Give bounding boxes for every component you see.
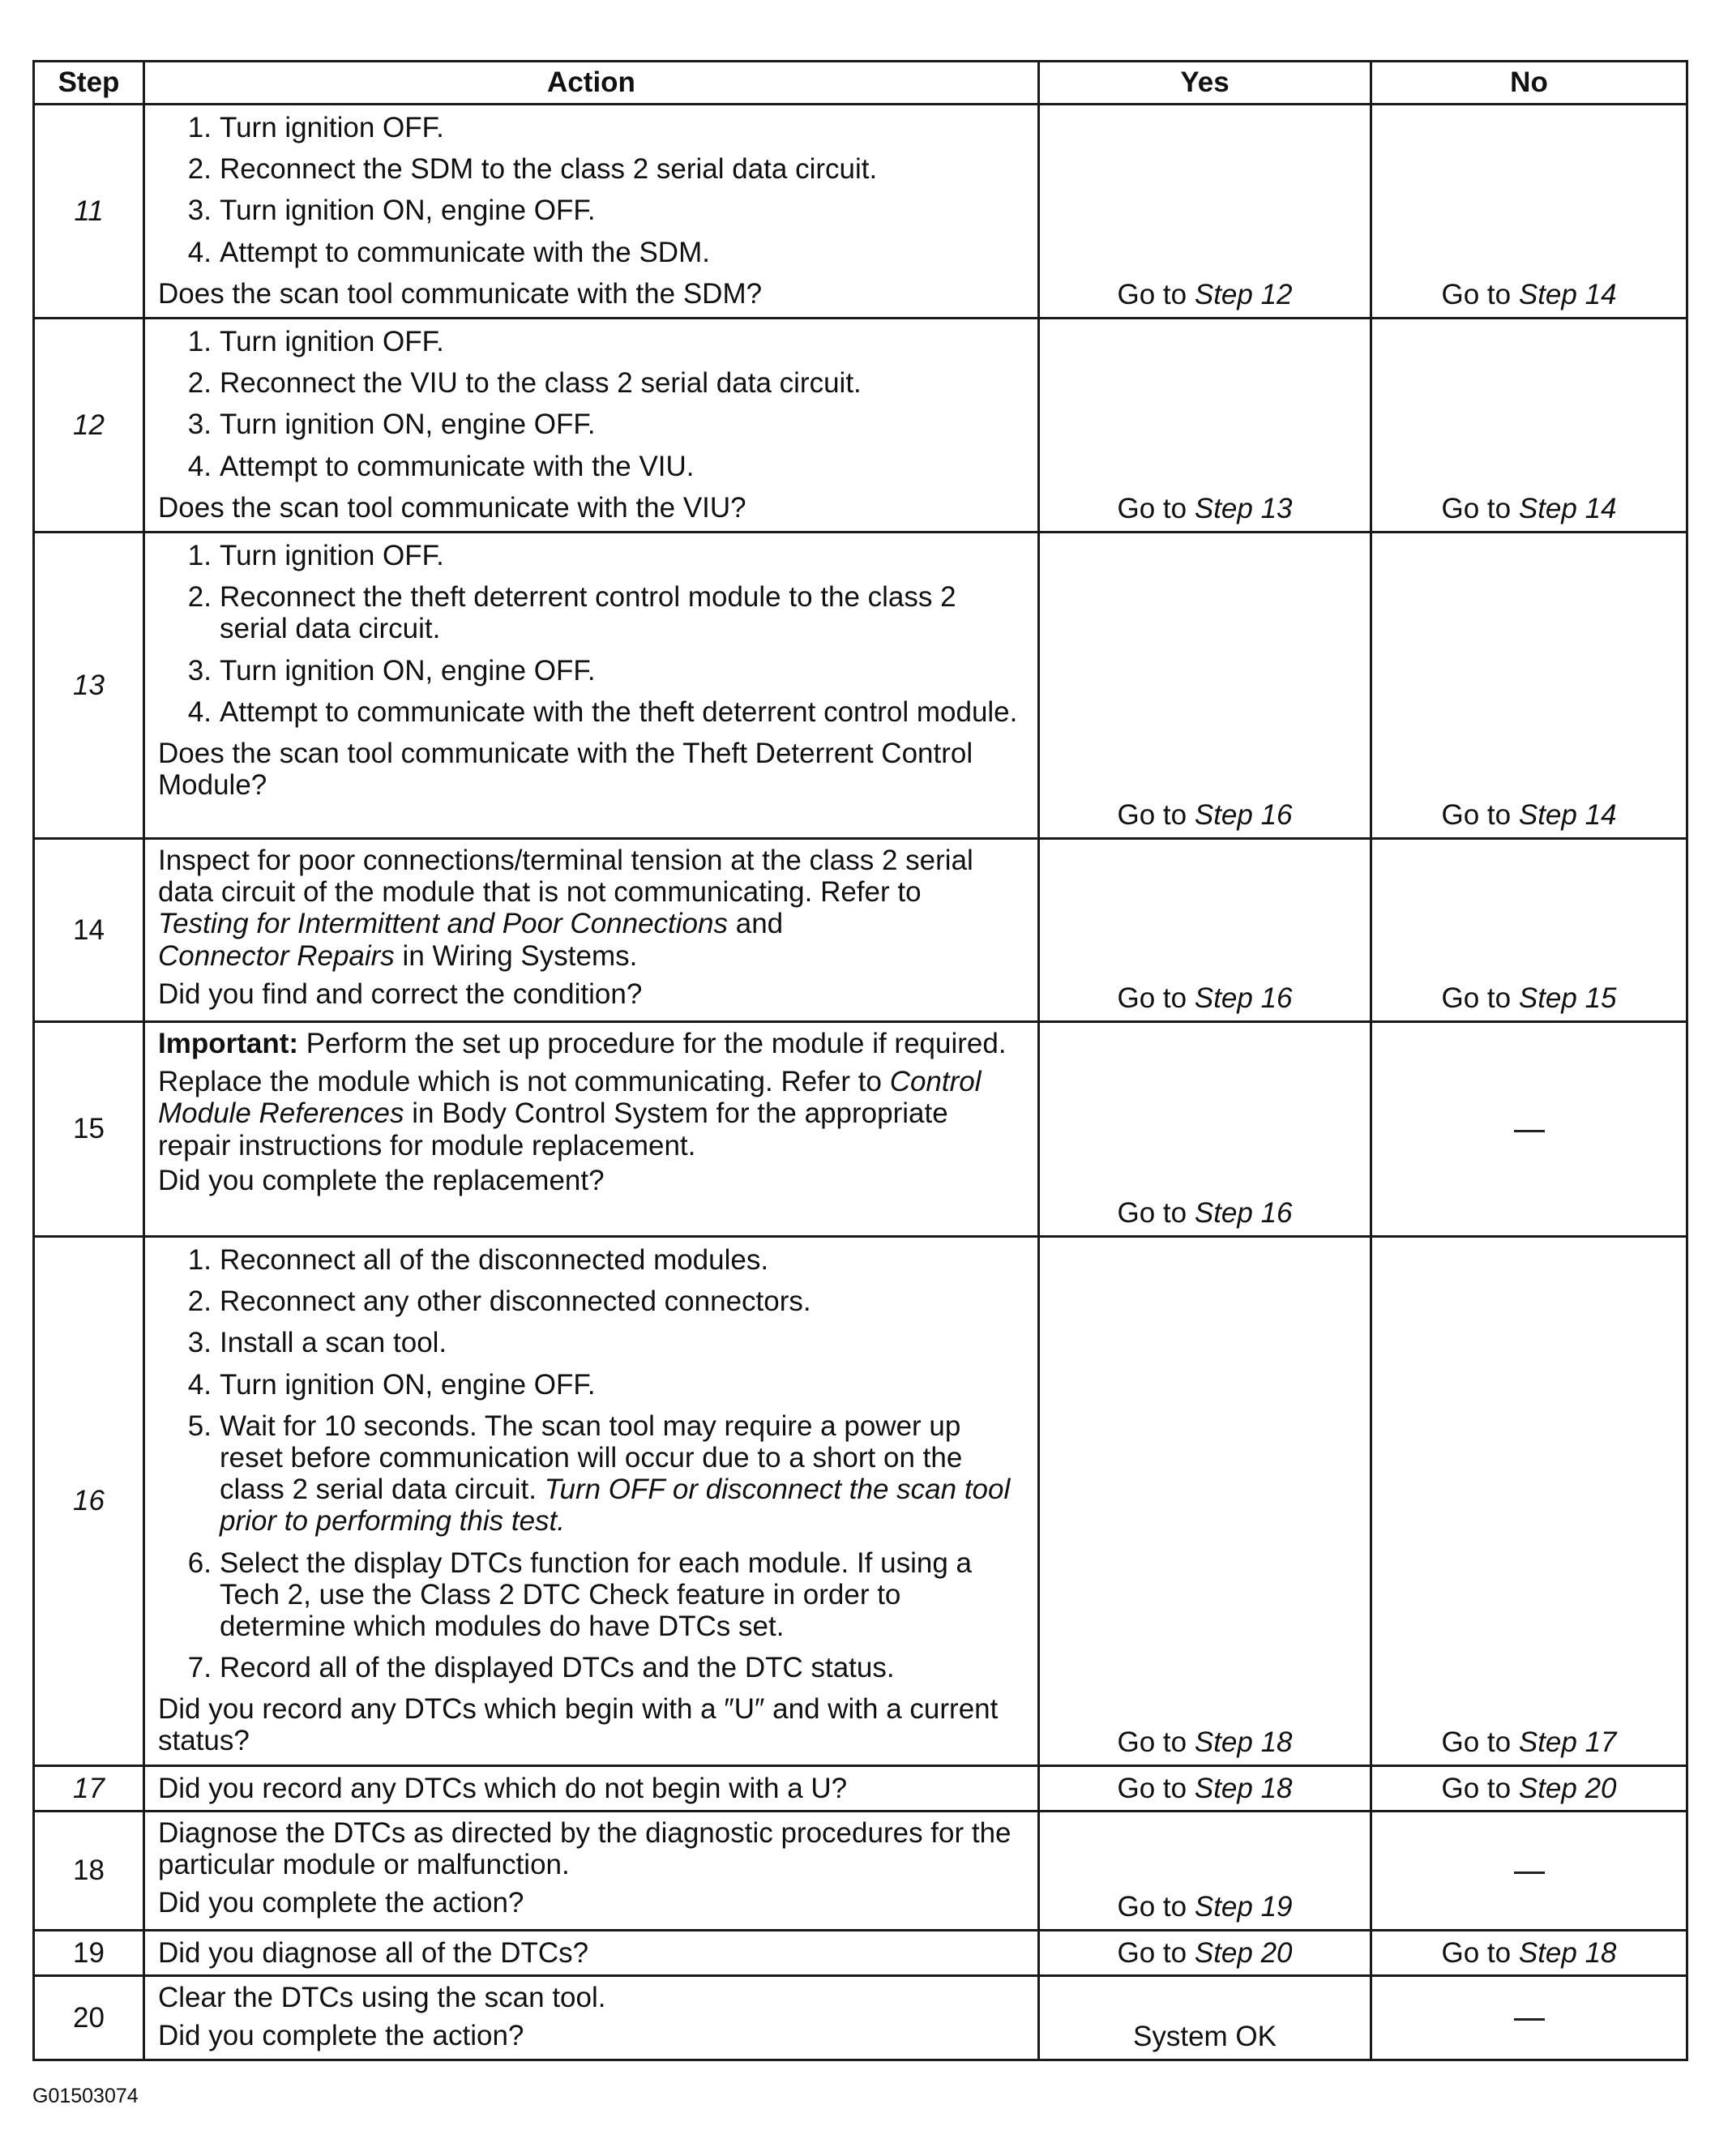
dash-mark	[1514, 2018, 1545, 2021]
step-number: 11	[34, 105, 144, 319]
yes-target: Step 16	[1194, 1196, 1293, 1229]
no-cell: Go to Step 15	[1371, 839, 1687, 1022]
yes-target: Step 18	[1194, 1726, 1293, 1758]
question-text: Did you complete the replacement?	[158, 1164, 605, 1196]
question-text: Did you find and correct the condition?	[158, 977, 643, 1010]
action-cell	[144, 105, 1039, 319]
table-row	[34, 1931, 1687, 1976]
action-cell	[144, 319, 1039, 533]
reference-link: Control Module References	[158, 1066, 982, 1130]
yes-cell: Go to Step 18	[1039, 1237, 1371, 1766]
list-item: 4. Attempt to communicate with the SDM.	[187, 236, 710, 268]
question-text: Did you complete the action?	[158, 1887, 524, 1919]
table-row	[34, 105, 1687, 319]
action-cell	[144, 839, 1039, 1022]
question-text: Did you diagnose all of the DTCs?	[158, 1936, 589, 1969]
list-item: 4. Turn ignition ON, engine OFF.	[187, 1368, 596, 1401]
no-target: Step 15	[1518, 982, 1617, 1014]
yes-target: Step 16	[1194, 982, 1293, 1014]
col-header-no: No	[1371, 62, 1687, 105]
table-row	[34, 1237, 1687, 1766]
list-item: 1. Turn ignition OFF.	[187, 540, 444, 571]
instruction-text: Replace the module which is not communicating. Refer to Control Module References in Body Control System for the appropriate repair instructions for module replacement.	[158, 1066, 982, 1161]
yes-cell: Go to Step 13	[1039, 319, 1371, 533]
list-item: 3. Turn ignition ON, engine OFF.	[187, 195, 596, 227]
no-target: Step 18	[1518, 1936, 1617, 1969]
no-cell: Go to Step 14	[1371, 105, 1687, 319]
question-text: Does the scan tool communicate with the SDM?	[158, 277, 763, 310]
table-row	[34, 1812, 1687, 1931]
no-target: Step 14	[1518, 278, 1617, 310]
action-cell	[144, 1812, 1039, 1931]
yes-cell: Go to Step 16	[1039, 1022, 1371, 1237]
list-item: 3. Turn ignition ON, engine OFF.	[187, 409, 596, 441]
no-cell: Go to Step 18	[1371, 1931, 1687, 1976]
list-item: 5. Wait for 10 seconds. The scan tool may require a power up reset before communication will occur due to a short on the class 2 serial data circuit. Turn OFF or disconnect the scan tool prior to performing this test.	[187, 1410, 1011, 1538]
step-number: 13	[34, 533, 144, 839]
list-item: 4. Attempt to communicate with the theft deterrent control module.	[187, 695, 1018, 728]
question-text: Did you record any DTCs which do not begin with a U?	[158, 1772, 848, 1804]
list-item: 1. Turn ignition OFF.	[187, 326, 444, 357]
step-number: 15	[34, 1022, 144, 1237]
no-target: Step 20	[1518, 1772, 1617, 1804]
no-cell: Go to Step 17	[1371, 1237, 1687, 1766]
step-number: 19	[34, 1931, 144, 1976]
instruction-text: Inspect for poor connections/terminal tension at the class 2 serial data circuit of the module that is not communicating. Refer to Testing for Intermittent and Poor Connections and Connector Repairs in Wiring Systems.	[158, 845, 973, 972]
no-target: Step 14	[1518, 492, 1617, 524]
list-item: 6. Select the display DTCs function for each module. If using a Tech 2, use the Class 2 DTC Check feature in order to determine which modules do have DTCs set.	[187, 1546, 972, 1642]
list-item: 7. Record all of the displayed DTCs and the DTC status.	[187, 1652, 895, 1684]
action-cell	[144, 1237, 1039, 1766]
table-row	[34, 319, 1687, 533]
reference-link: Connector Repairs	[158, 939, 395, 972]
yes-cell	[1039, 1976, 1371, 2060]
yes-target: Step 19	[1194, 1890, 1293, 1923]
action-cell	[144, 1976, 1039, 2060]
yes-target: Step 20	[1194, 1936, 1293, 1969]
question-text: Does the scan tool communicate with the VIU?	[158, 491, 746, 524]
instruction-text: Diagnose the DTCs as directed by the diagnostic procedures for the particular module or malfunction.	[158, 1817, 1011, 1881]
no-cell: Go to Step 14	[1371, 533, 1687, 839]
no-target: Step 14	[1518, 798, 1617, 831]
list-item: 2. Reconnect the VIU to the class 2 serial data circuit.	[187, 367, 862, 400]
table-row	[34, 1022, 1687, 1237]
step-number: 20	[34, 1976, 144, 2060]
dash-mark	[1514, 1872, 1545, 1874]
header-row	[34, 62, 1687, 105]
table-row	[34, 533, 1687, 839]
yes-cell: Go to Step 18	[1039, 1766, 1371, 1812]
no-cell	[1371, 1976, 1687, 2060]
instruction-text: Clear the DTCs using the scan tool.	[158, 1982, 606, 2013]
step-number: 17	[34, 1766, 144, 1812]
no-target: Step 17	[1518, 1726, 1617, 1758]
yes-target: Step 12	[1194, 278, 1293, 310]
list-item: 2. Reconnect the theft deterrent control module to the class 2 serial data circuit.	[187, 581, 956, 645]
step-number: 12	[34, 319, 144, 533]
action-cell	[144, 1931, 1039, 1976]
step-number: 14	[34, 839, 144, 1022]
list-item: 2. Reconnect any other disconnected connectors.	[187, 1285, 811, 1318]
list-item: 4. Attempt to communicate with the VIU.	[187, 450, 695, 482]
table-row	[34, 839, 1687, 1022]
list-item: 1. Reconnect all of the disconnected modules.	[187, 1244, 769, 1276]
yes-cell: Go to Step 12	[1039, 105, 1371, 319]
list-item: 1. Turn ignition OFF.	[187, 112, 444, 143]
col-header-action: Action	[144, 62, 1039, 105]
yes-cell: Go to Step 16	[1039, 533, 1371, 839]
list-item: 2. Reconnect the SDM to the class 2 serial data circuit.	[187, 153, 878, 186]
yes-cell: Go to Step 19	[1039, 1812, 1371, 1931]
no-cell: Go to Step 20	[1371, 1766, 1687, 1812]
list-item: 3. Install a scan tool.	[187, 1327, 447, 1359]
figure-id: G01503074	[32, 2085, 139, 2107]
table-row	[34, 1766, 1687, 1812]
table-row	[34, 1976, 1687, 2060]
question-text: Does the scan tool communicate with the Theft Deterrent Control Module?	[158, 737, 973, 802]
col-header-step: Step	[34, 62, 144, 105]
yes-target: Step 18	[1194, 1772, 1293, 1804]
no-cell: Go to Step 14	[1371, 319, 1687, 533]
dash-mark	[1514, 1130, 1545, 1132]
reference-link: Testing for Intermittent and Poor Connections	[158, 908, 728, 940]
list-item: 3. Turn ignition ON, engine OFF.	[187, 654, 596, 687]
yes-target: Step 13	[1194, 492, 1293, 524]
yes-target: Step 16	[1194, 798, 1293, 831]
question-text: Did you complete the action?	[158, 2020, 524, 2052]
action-cell	[144, 1766, 1039, 1812]
no-cell	[1371, 1022, 1687, 1237]
step-number: 16	[34, 1237, 144, 1766]
no-cell	[1371, 1812, 1687, 1931]
diagnostic-table	[32, 60, 1688, 2061]
yes-cell: Go to Step 16	[1039, 839, 1371, 1022]
step-number: 18	[34, 1812, 144, 1931]
action-cell	[144, 533, 1039, 839]
action-cell	[144, 1022, 1039, 1237]
yes-cell: Go to Step 20	[1039, 1931, 1371, 1976]
important-note: Important: Perform the set up procedure for the module if required.	[158, 1028, 1007, 1059]
question-text: Did you record any DTCs which begin with a ″U″ and with a current status?	[158, 1693, 999, 1757]
col-header-yes: Yes	[1039, 62, 1371, 105]
yes-target: System OK	[1133, 2020, 1277, 2052]
